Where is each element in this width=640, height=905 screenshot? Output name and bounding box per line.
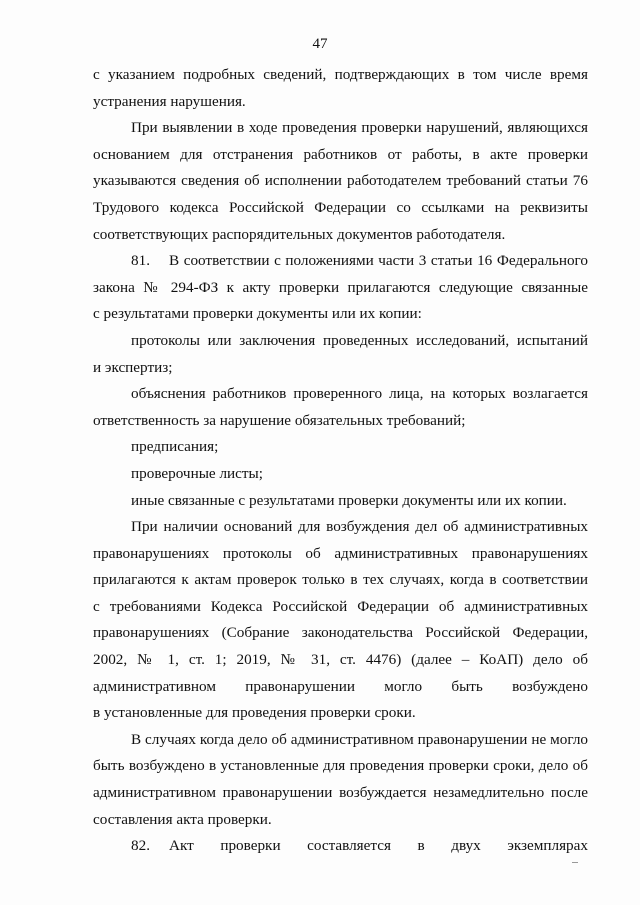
clause-81-first-line [93,248,588,275]
text-line: указываются сведения об исполнении работодателем требований статьи 76 [93,172,588,190]
text-line: правонарушениях протоколы об административных правонарушениях [93,544,588,562]
list-item: проверочные листы; [131,464,263,482]
list-item: объяснения работников проверенного лица, на которых возлагается [131,385,588,403]
text-line: соответствующих распорядительных документов работодателя. [93,225,506,243]
page-number: 47 [312,36,328,52]
text-line: административном правонарушении возбуждается незамедлительно после [93,784,588,802]
text-line: в установленные для проведения проверки сроки. [93,704,416,722]
text-line: и экспертиз; [93,358,173,376]
list-item: предписания; [131,438,219,456]
text-line: устранения нарушения. [93,92,246,110]
text-line: 2002, № 1, ст. 1; 2019, № 31, ст. 4476) (далее – КоАП) дело об [93,651,588,669]
text-line: В случаях когда дело об административном правонарушении не могло [131,730,588,748]
text-line: При выявлении в ходе проведения проверки нарушений, являющихся [131,119,588,137]
text-line: составления акта проверки. [93,810,272,828]
text-line: с указанием подробных сведений, подтверждающих в том числе время [93,66,588,83]
document-body [93,62,588,860]
text-line: ответственность за нарушение обязательных требований; [93,411,466,429]
text-line: правонарушениях (Собрание законодательства Российской Федерации, [93,624,588,642]
text-line: прилагаются к актам проверок только в тех случаях, когда в соответствии [93,571,588,589]
scan-mark [572,862,578,863]
text-line: При наличии оснований для возбуждения дел об административных [131,518,588,536]
text-fragment: В соответствии с положениями части 3 статьи 16 Федерального [169,252,588,270]
text-line: быть возбуждено в установленные для проведения проверки сроки, дело об [93,757,588,775]
list-item: протоколы или заключения проведенных исследований, испытаний [131,331,588,349]
clause-82-first-line [93,833,588,860]
clause-number: 82. [131,837,150,855]
list-item: иные связанные с результатами проверки документы или их копии. [131,491,567,509]
clause-number: 81. [131,252,150,270]
text-line: с результатами проверки документы или их копии: [93,305,422,323]
text-line: Трудового кодекса Российской Федерации со ссылками на реквизиты [93,198,588,216]
text-line: административном правонарушении могло быть возбуждено [93,677,588,695]
text-line: основанием для отстранения работников от работы, в акте проверки [93,145,588,163]
text-line: с требованиями Кодекса Российской Федерации об административных [93,597,588,615]
text-line: закона № 294-ФЗ к акту проверки прилагаются следующие связанные [93,278,588,296]
text-fragment: Акт проверки составляется в двух экземплярах [169,837,588,855]
